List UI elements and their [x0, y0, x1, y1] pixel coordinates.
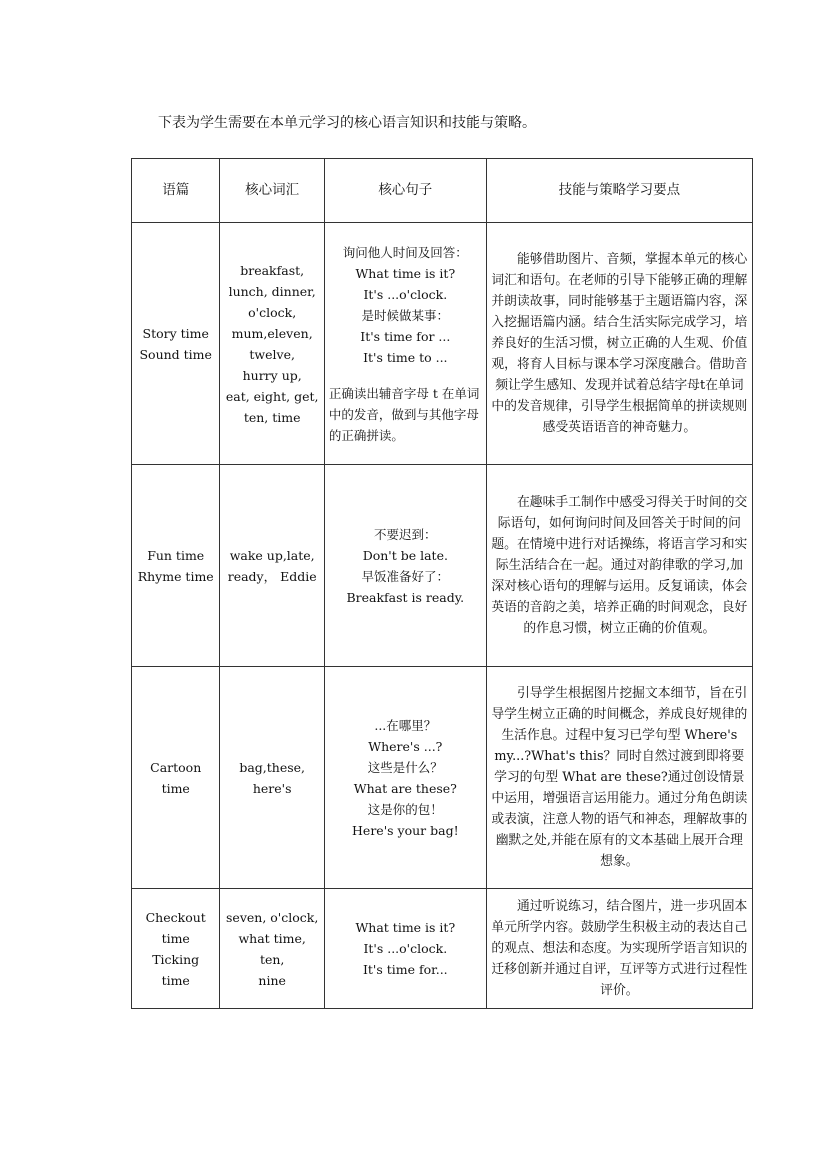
vocab-line: mum,eleven,	[231, 325, 313, 341]
vocab-line: lunch, dinner,	[228, 283, 316, 299]
skills-text: 引导学生根据图片挖掘文本细节，旨在引导学生树立正确的时间概念，养成良好规律的生活作息。过程中复习已学句型 Where's my...?What's this？同时自然过渡到即将要学习的句型 What are these?通过创设情景中运用，增强语言运用能力。通过分角色朗读或表演，注意人物的语气和神态，理解故事的幽默之处,并能在原有的文本基础上展开合理想象。	[491, 686, 748, 869]
cell-vocab	[220, 465, 325, 667]
sentence-line: Where's ...?	[368, 738, 443, 754]
sentence-line: It's ...o'clock.	[363, 941, 448, 956]
skills-text: 在趣味手工制作中感受习得关于时间的交际语句，如何询问时间及回答关于时间的问题。在情境中进行对话操练，将语言学习和实际生活结合在一起。通过对韵律歌的学习,加深对核心语句的理解与运用。反复诵读，体会英语的音韵之美，培养正确的时间观念，良好的作息习惯，树立正确的价值观。	[491, 495, 748, 636]
vocab-line: ready， Eddie	[227, 568, 317, 584]
cell-section	[132, 889, 220, 1009]
cell-vocab	[220, 223, 325, 465]
header-section: 语篇	[132, 159, 220, 223]
table-row	[132, 667, 753, 889]
cell-section	[132, 465, 220, 667]
sentence-extra: 正确读出辅音字母 t 在单词中的发音，做到与其他字母的正确拼读。	[328, 385, 480, 443]
sentence-line: It's time for...	[362, 962, 448, 977]
cell-sentences	[324, 223, 486, 465]
vocab-line: eat, eight, get,	[225, 388, 319, 404]
header-vocab: 核心词汇	[220, 159, 325, 223]
sentence-line: What time is it?	[355, 920, 456, 935]
cell-skills	[486, 223, 752, 465]
section-line: time	[161, 780, 190, 796]
sentence-line: 这是你的包！	[367, 801, 443, 817]
sentence-line: 早饭准备好了：	[361, 568, 450, 584]
vocab-line: breakfast,	[240, 262, 305, 278]
sentence-line: It's ...o'clock.	[363, 286, 448, 302]
sentence-line: 是时候做某事：	[361, 307, 450, 323]
cell-vocab	[220, 667, 325, 889]
section-line: Fun time	[147, 547, 205, 563]
sentence-line: 这些是什么？	[367, 759, 443, 775]
vocab-line: what time, ten,	[238, 930, 306, 967]
sentence-line: ...在哪里？	[374, 717, 437, 733]
vocab-line: nine	[258, 972, 286, 988]
section-line: time	[161, 972, 190, 988]
cell-sentences	[324, 889, 486, 1009]
sentence-line: What are these?	[353, 780, 457, 796]
vocab-line: hurry up,	[242, 367, 302, 383]
sentence-line: It's time to ...	[363, 349, 448, 365]
sentence-line: 询问他人时间及回答：	[342, 244, 468, 260]
vocab-line: seven, o'clock,	[226, 909, 319, 925]
sentence-line: Breakfast is ready.	[346, 589, 465, 605]
cell-skills	[486, 889, 752, 1009]
cell-sentences	[324, 465, 486, 667]
sentence-line: Don't be late.	[362, 547, 448, 563]
cell-section	[132, 223, 220, 465]
cell-section	[132, 667, 220, 889]
vocab-line: twelve,	[249, 346, 295, 362]
intro-text: 下表为学生需要在本单元学习的核心语言知识和技能与策略。	[158, 115, 536, 131]
sentence-line: What time is it?	[355, 265, 456, 281]
section-line: Sound time	[139, 346, 212, 362]
section-line: time	[161, 930, 190, 946]
vocab-line: wake up,late,	[229, 547, 315, 563]
table-row	[132, 223, 753, 465]
cell-vocab	[220, 889, 325, 1009]
table-row	[132, 465, 753, 667]
table-row	[132, 889, 753, 1009]
cell-skills	[486, 465, 752, 667]
section-line: Rhyme time	[137, 568, 214, 584]
skills-text: 通过听说练习，结合图片，进一步巩固本单元所学内容。鼓励学生积极主动的表达自己的观点、想法和态度。为实现所学语言知识的迁移创新并通过自评，互评等方式进行过程性评价。	[491, 899, 748, 998]
sentence-line: 不要迟到：	[374, 526, 437, 542]
vocab-line: bag,these,	[239, 759, 306, 775]
skills-text: 能够借助图片、音频，掌握本单元的核心词汇和语句。在老师的引导下能够正确的理解并朗读故事，同时能够基于主题语篇内容，深入挖掘语篇内涵。结合生活实际完成学习，培养良好的生活习惯，树立正确的人生观、价值观，将育人目标与课本学习深度融合。借助音频让学生感知、发现并试着总结字母t在单词中的发音规律，引导学生根据简单的拼读规则感受英语语音的神奇魅力。	[491, 252, 748, 435]
cell-skills	[486, 667, 752, 889]
sentence-line: Here's your bag!	[352, 822, 459, 838]
cell-sentences	[324, 667, 486, 889]
section-line: Story time	[142, 325, 209, 341]
header-sentences: 核心句子	[324, 159, 486, 223]
core-language-table	[131, 158, 753, 1009]
header-skills: 技能与策略学习要点	[486, 159, 752, 223]
vocab-line: o'clock,	[248, 304, 297, 320]
section-line: Cartoon	[150, 759, 202, 775]
vocab-line: ten, time	[243, 409, 301, 425]
table-header-row	[132, 159, 753, 223]
sentence-line: It's time for ...	[360, 328, 451, 344]
vocab-line: here's	[252, 780, 292, 796]
section-line: Ticking	[152, 951, 200, 967]
section-line: Checkout	[145, 909, 206, 925]
